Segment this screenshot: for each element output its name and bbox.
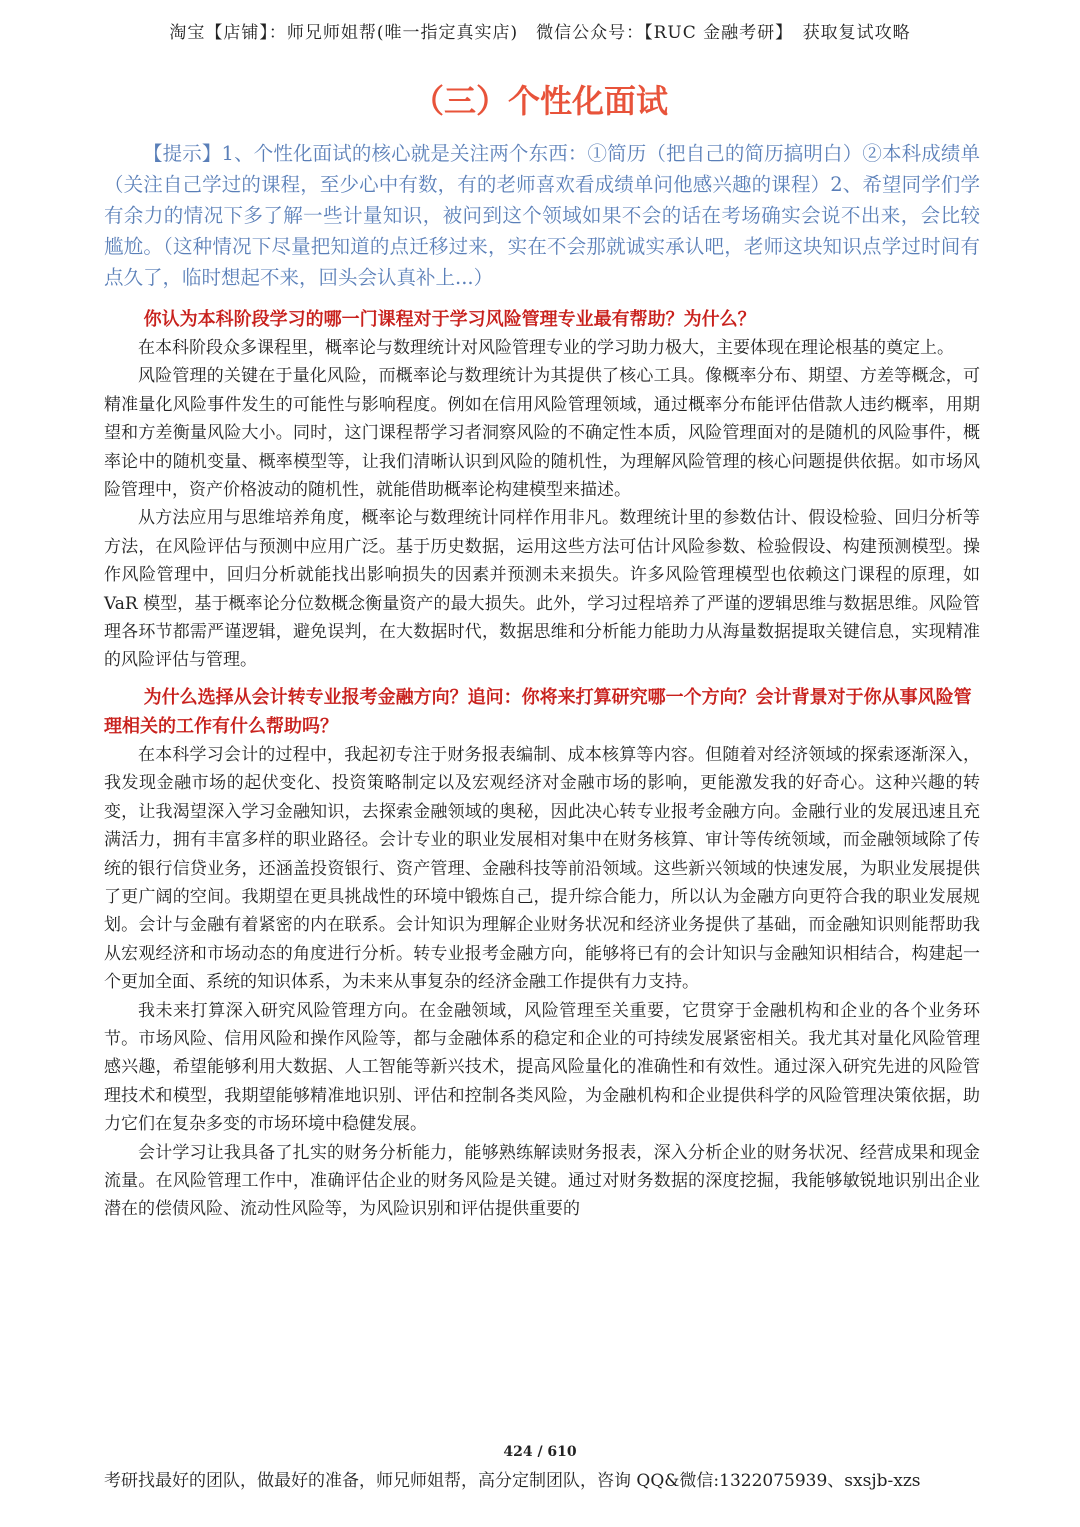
answer-2-paragraph-1: 在本科学习会计的过程中，我起初专注于财务报表编制、成本核算等内容。但随着对经济领域的探索逐渐深入，我发现金融市场的起伏变化、投资策略制定以及宏观经济对金融市场的影响，更能激发我的好奇心。这种兴趣的转变，让我渴望深入学习金融知识，去探索金融领域的奥秘，因此决心转专业报考金融方向。金融行业的发展迅速且充满活力，拥有丰富多样的职业路径。会计专业的职业发展相对集中在财务核算、审计等传统领域，而金融领域除了传统的银行信贷业务，还涵盖投资银行、资产管理、金融科技等前沿领域。这些新兴领域的快速发展，为职业发展提供了更广阔的空间。我期望在更具挑战性的环境中锻炼自己，提升综合能力，所以认为金融方向更符合我的职业发展规划。会计与金融有着紧密的内在联系。会计知识为理解企业财务状况和经济业务提供了基础，而金融知识则能帮助我从宏观经济和市场动态的角度进行分析。转专业报考金融方向，能够将已有的会计知识与金融知识相结合，构建起一个更加全面、系统的知识体系，为未来从事复杂的经济金融工作提供有力支持。 — [104, 744, 980, 993]
answer-1-paragraph-2: 风险管理的关键在于量化风险，而概率论与数理统计为其提供了核心工具。像概率分布、期望、方差等概念，可精准量化风险事件发生的可能性与影响程度。例如在信用风险管理领域，通过概率分布能评估借款人违约概率，用期望和方差衡量风险大小。同时，这门课程帮学习者洞察风险的不确定性本质，风险管理面对的是随机的风险事件，概率论中的随机变量、概率模型等，让我们清晰认识到风险的随机性，为理解风险管理的核心问题提供依据。如市场风险管理中，资产价格波动的随机性，就能借助概率论构建模型来描述。 — [104, 366, 980, 501]
answer-1-paragraph-1: 在本科阶段众多课程里，概率论与数理统计对风险管理专业的学习助力极大，主要体现在理论根基的奠定上。 — [138, 338, 954, 358]
content-body — [104, 138, 980, 1224]
answer-2-paragraph-2: 我未来打算深入研究风险管理方向。在金融领域，风险管理至关重要，它贯穿于金融机构和企业的各个业务环节。市场风险、信用风险和操作风险等，都与金融体系的稳定和企业的可持续发展紧密相关。我尤其对量化风险管理感兴趣，希望能够利用大数据、人工智能等新兴技术，提高风险量化的准确性和有效性。通过深入研究先进的风险管理技术和模型，我期望能够精准地识别、评估和控制各类风险，为金融机构和企业提供科学的风险管理决策依据，助力它们在复杂多变的市场环境中稳健发展。 — [104, 1000, 980, 1135]
answer-2-paragraph-3: 会计学习让我具备了扎实的财务分析能力，能够熟练解读财务报表，深入分析企业的财务状况、经营成果和现金流量。在风险管理工作中，准确评估企业的财务风险是关键。通过对财务数据的深度挖掘，我能够敏锐地识别出企业潜在的偿债风险、流动性风险等，为风险识别和评估提供重要的 — [104, 1142, 980, 1220]
section-title: （三）个性化面试 — [411, 82, 668, 120]
page-footer: 考研找最好的团队，做最好的准备，师兄师姐帮，高分定制团队，咨询 QQ&微信:1322075939、sxsjb-xzs — [104, 1471, 921, 1491]
question-2: 为什么选择从会计转专业报考金融方向？追问：你将来打算研究哪一个方向？会计背景对于你从事风险管理相关的工作有什么帮助吗？ — [104, 686, 972, 737]
tip-paragraph: 【提示】1、个性化面试的核心就是关注两个东西：①简历（把自己的简历搞明白）②本科成绩单（关注自己学过的课程，至少心中有数，有的老师喜欢看成绩单问他感兴趣的课程）2、希望同学们学有余力的情况下多了解一些计量知识，被问到这个领域如果不会的话在考场确实会说不出来，会比较尴尬。（这种情况下尽量把知道的点迁移过来，实在不会那就诚实承认吧，老师这块知识点学过时间有点久了，临时想起不来，回头会认真补上...） — [104, 142, 980, 289]
question-1: 你认为本科阶段学习的哪一门课程对于学习风险管理专业最有帮助？为什么？ — [143, 309, 756, 330]
page-number: 424 / 610 — [503, 1444, 577, 1460]
page-header: 淘宝【店铺】：师兄师姐帮(唯一指定真实店) 微信公众号：【RUC 金融考研】 获取复试攻略 — [169, 23, 911, 43]
answer-1-paragraph-3: 从方法应用与思维培养角度，概率论与数理统计同样作用非凡。数理统计里的参数估计、假设检验、回归分析等方法，在风险评估与预测中应用广泛。基于历史数据，运用这些方法可估计风险参数、检验假设、构建预测模型。操作风险管理中，回归分析就能找出影响损失的因素并预测未来损失。许多风险管理模型也依赖这门课程的原理，如 VaR 模型，基于概率论分位数概念衡量资产的最大损失。此外，学习过程培养了严谨的逻辑思维与数据思维。风险管理各环节都需严谨逻辑，避免误判，在大数据时代，数据思维和分析能力能助力从海量数据提取关键信息，实现精准的风险评估与管理。 — [104, 508, 980, 671]
